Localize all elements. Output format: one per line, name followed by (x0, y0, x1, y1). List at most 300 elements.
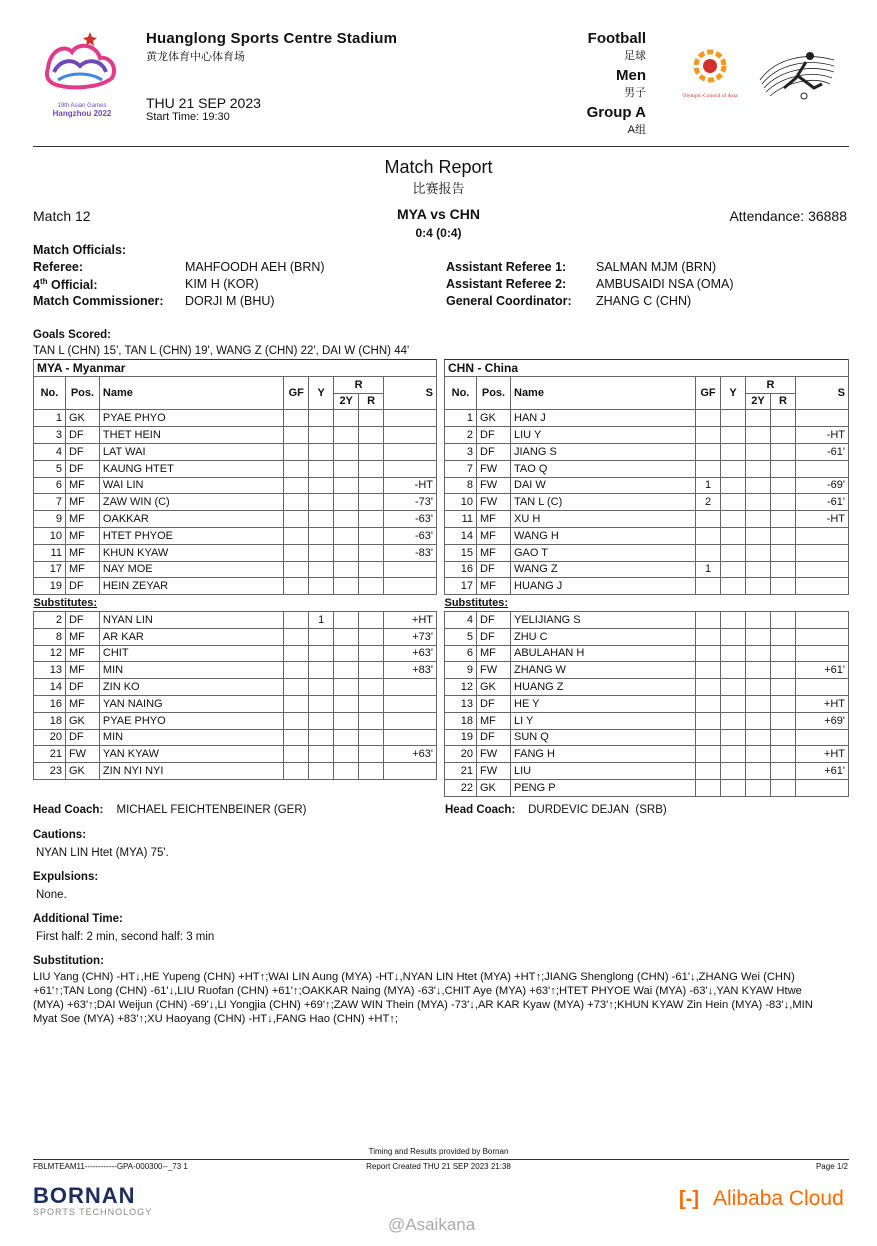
cautions-text: NYAN LIN Htet (MYA) 75'. (36, 847, 169, 859)
player-row (34, 527, 437, 544)
player-red-2y (334, 679, 359, 696)
player-gf (284, 460, 309, 477)
player-gf (696, 662, 721, 679)
player-pos: FW (477, 494, 511, 511)
player-sub (796, 544, 849, 561)
player-no: 15 (445, 544, 477, 561)
bornan-logo (33, 1183, 152, 1217)
player-row (445, 460, 849, 477)
player-red-2y (334, 645, 359, 662)
player-yellow (309, 410, 334, 427)
report-title-text: Match Report (384, 157, 493, 177)
match-date: THU 21 SEP 2023 (146, 95, 261, 111)
player-sub: -HT (384, 477, 437, 494)
player-sub: -61' (796, 494, 849, 511)
player-yellow (721, 561, 746, 578)
player-sub (796, 779, 849, 796)
player-no: 2 (445, 427, 477, 444)
player-red (771, 729, 796, 746)
player-red (359, 460, 384, 477)
player-row (445, 679, 849, 696)
player-yellow (721, 662, 746, 679)
footer-provided: Timing and Results provided by Bornan (368, 1147, 509, 1156)
player-no: 20 (445, 746, 477, 763)
player-no: 19 (445, 729, 477, 746)
player-yellow (309, 712, 334, 729)
player-red (771, 645, 796, 662)
player-red (771, 628, 796, 645)
player-pos: MF (65, 494, 99, 511)
player-red (359, 561, 384, 578)
player-no: 8 (34, 628, 66, 645)
player-pos: MF (477, 645, 511, 662)
player-no: 20 (34, 729, 66, 746)
player-yellow (309, 695, 334, 712)
player-no: 5 (34, 460, 66, 477)
player-yellow (309, 662, 334, 679)
player-gf (284, 695, 309, 712)
player-gf (696, 679, 721, 696)
player-name: FANG H (511, 746, 696, 763)
player-red (359, 763, 384, 780)
player-red-2y (746, 460, 771, 477)
player-red-2y (334, 511, 359, 528)
goals-text: TAN L (CHN) 15', TAN L (CHN) 19', WANG Z (CHN) 22', DAI W (CHN) 44' (33, 345, 410, 357)
player-no: 1 (445, 410, 477, 427)
player-red-2y (746, 527, 771, 544)
player-pos: MF (65, 511, 99, 528)
player-pos: DF (65, 443, 99, 460)
player-gf (284, 527, 309, 544)
column-header-row (445, 376, 849, 393)
player-yellow (721, 763, 746, 780)
alibaba-bracket-icon: [-] (679, 1187, 699, 1210)
substitutes-row (445, 595, 849, 612)
player-red (359, 511, 384, 528)
asian-games-logo (40, 28, 124, 118)
player-sub: +61' (796, 763, 849, 780)
player-no: 4 (34, 443, 66, 460)
player-gf (696, 779, 721, 796)
player-gf (696, 527, 721, 544)
player-red-2y (334, 628, 359, 645)
referee-value: MAHFOODH AEH (BRN) (185, 260, 325, 274)
player-gf: 2 (696, 494, 721, 511)
player-name: HTET PHYOE (99, 527, 283, 544)
player-sub (796, 460, 849, 477)
col-r-r: R (359, 393, 384, 410)
col-s: S (384, 376, 437, 410)
player-yellow (309, 477, 334, 494)
player-row (445, 611, 849, 628)
coach-label-mya: Head Coach: (33, 804, 104, 816)
player-no: 5 (445, 628, 477, 645)
gc-label: General Coordinator: (446, 294, 572, 308)
player-red (771, 679, 796, 696)
player-red (359, 443, 384, 460)
player-red (771, 712, 796, 729)
player-pos: MF (477, 712, 511, 729)
player-sub (384, 679, 437, 696)
player-red (771, 544, 796, 561)
player-red-2y (334, 527, 359, 544)
player-no: 22 (445, 779, 477, 796)
player-name: AR KAR (99, 628, 283, 645)
player-name: HUANG J (511, 578, 696, 595)
player-red-2y (334, 578, 359, 595)
player-yellow (309, 527, 334, 544)
player-no: 8 (445, 477, 477, 494)
player-sub: -HT (796, 427, 849, 444)
player-name: NYAN LIN (99, 611, 283, 628)
player-name: ZIN NYI NYI (99, 763, 283, 780)
player-gf (284, 712, 309, 729)
player-yellow (721, 712, 746, 729)
player-no: 17 (445, 578, 477, 595)
player-no: 6 (34, 477, 66, 494)
player-pos: MF (65, 662, 99, 679)
player-sub (384, 561, 437, 578)
player-red (771, 427, 796, 444)
player-row (34, 628, 437, 645)
player-sub (384, 410, 437, 427)
player-yellow (309, 494, 334, 511)
player-row (445, 578, 849, 595)
fourth-num: 4 (33, 278, 40, 293)
player-yellow: 1 (309, 611, 334, 628)
player-pos: DF (65, 460, 99, 477)
substitutes-label: Substitutes: (445, 595, 849, 612)
player-name: ZHU C (511, 628, 696, 645)
player-pos: MF (477, 511, 511, 528)
player-no: 16 (34, 695, 66, 712)
player-no: 18 (445, 712, 477, 729)
player-no: 10 (34, 527, 66, 544)
player-red (771, 477, 796, 494)
fourth-sup: th (39, 277, 48, 286)
player-red (359, 645, 384, 662)
player-name: MIN (99, 662, 283, 679)
player-name: YAN KYAW (99, 746, 283, 763)
player-pos: MF (65, 527, 99, 544)
gender-cn: 男子 (624, 87, 646, 99)
venue-cn: 黄龙体育中心体育场 (146, 51, 245, 63)
player-red-2y (746, 477, 771, 494)
player-gf (284, 628, 309, 645)
player-name: HE Y (511, 695, 696, 712)
player-red (359, 628, 384, 645)
player-pos: MF (477, 578, 511, 595)
player-name: SUN Q (511, 729, 696, 746)
player-red-2y (746, 779, 771, 796)
footer-page: Page 1/2 (815, 1162, 848, 1171)
team-title: CHN - China (445, 360, 849, 377)
bornan-text: BORNAN (33, 1183, 136, 1208)
player-name: WAI LIN (99, 477, 283, 494)
player-sub (796, 645, 849, 662)
player-pos: FW (477, 477, 511, 494)
goals-heading: Goals Scored: (33, 329, 111, 341)
player-row (34, 443, 437, 460)
player-red (359, 662, 384, 679)
player-pos: MF (65, 628, 99, 645)
player-red-2y (334, 427, 359, 444)
player-no: 4 (445, 611, 477, 628)
player-gf (284, 511, 309, 528)
player-gf (696, 628, 721, 645)
player-sub (384, 443, 437, 460)
player-red-2y (746, 561, 771, 578)
player-gf (696, 460, 721, 477)
substitution-heading: Substitution: (33, 955, 104, 967)
player-gf (696, 410, 721, 427)
player-pos: DF (65, 729, 99, 746)
player-pos: MF (65, 544, 99, 561)
player-yellow (721, 544, 746, 561)
player-row (34, 712, 437, 729)
player-gf (284, 746, 309, 763)
player-sub (796, 679, 849, 696)
player-red (359, 611, 384, 628)
player-gf (284, 578, 309, 595)
col-r: R (746, 376, 796, 393)
player-name: NAY MOE (99, 561, 283, 578)
player-sub: -73' (384, 494, 437, 511)
player-no: 21 (445, 763, 477, 780)
group: Group A (586, 104, 646, 121)
player-pos: DF (477, 628, 511, 645)
player-gf (284, 443, 309, 460)
player-red-2y (746, 729, 771, 746)
player-no: 23 (34, 763, 66, 780)
player-red-2y (746, 695, 771, 712)
player-no: 3 (445, 443, 477, 460)
ar2-label: Assistant Referee 2: (446, 277, 567, 291)
player-red-2y (746, 679, 771, 696)
player-no: 7 (34, 494, 66, 511)
player-no: 9 (445, 662, 477, 679)
player-name: ZIN KO (99, 679, 283, 696)
player-sub: -69' (796, 477, 849, 494)
player-red-2y (334, 763, 359, 780)
player-pos: MF (65, 477, 99, 494)
report-title-cn: 比赛报告 (412, 181, 465, 196)
ar1-value: SALMAN MJM (BRN) (596, 260, 717, 274)
player-name: LIU (511, 763, 696, 780)
team-title-row (34, 360, 437, 377)
attendance: Attendance: 36888 (729, 208, 847, 224)
player-sub: +63' (384, 746, 437, 763)
player-yellow (721, 695, 746, 712)
player-row (445, 628, 849, 645)
col-gf: GF (696, 376, 721, 410)
col-no: No. (445, 376, 477, 410)
player-yellow (721, 443, 746, 460)
games-logo-line1: 19th Asian Games (57, 103, 107, 109)
player-red-2y (746, 662, 771, 679)
player-row (34, 611, 437, 628)
player-yellow (721, 729, 746, 746)
player-row (34, 561, 437, 578)
player-name: HAN J (511, 410, 696, 427)
player-name: CHIT (99, 645, 283, 662)
player-gf (696, 746, 721, 763)
col-r-2y: 2Y (746, 393, 771, 410)
player-row (445, 779, 849, 796)
footer-code: FBLMTEAM11------------GPA-000300--_73 1 (33, 1162, 188, 1171)
coach-mya (33, 804, 306, 816)
player-sub (796, 578, 849, 595)
player-pos: GK (65, 712, 99, 729)
roster-table-chn (444, 359, 849, 797)
col-pos: Pos. (65, 376, 99, 410)
player-gf (696, 712, 721, 729)
player-red (771, 662, 796, 679)
player-name: ZHANG W (511, 662, 696, 679)
player-red (771, 561, 796, 578)
player-pos: GK (477, 410, 511, 427)
expulsions-heading: Expulsions: (33, 871, 99, 883)
player-name: LAT WAI (99, 443, 283, 460)
player-gf (284, 763, 309, 780)
player-gf (284, 611, 309, 628)
player-red (771, 695, 796, 712)
player-name: PENG P (511, 779, 696, 796)
games-logo-line2: Hangzhou 2022 (52, 109, 112, 118)
player-pos: FW (477, 763, 511, 780)
player-pos: GK (65, 763, 99, 780)
player-row (34, 578, 437, 595)
player-gf: 1 (696, 561, 721, 578)
player-red-2y (746, 410, 771, 427)
player-no: 14 (34, 679, 66, 696)
player-sub: -61' (796, 443, 849, 460)
venue: Huanglong Sports Centre Stadium (146, 30, 398, 47)
gender: Men (616, 67, 646, 84)
player-red (359, 679, 384, 696)
player-sub: -63' (384, 527, 437, 544)
player-gf (284, 561, 309, 578)
player-row (34, 544, 437, 561)
roster-mya (33, 359, 437, 780)
player-red-2y (334, 662, 359, 679)
player-red (359, 527, 384, 544)
player-red-2y (746, 763, 771, 780)
player-sub: +61' (796, 662, 849, 679)
player-yellow (721, 628, 746, 645)
player-pos: DF (477, 427, 511, 444)
player-red-2y (334, 746, 359, 763)
player-sub (796, 611, 849, 628)
player-yellow (721, 779, 746, 796)
player-yellow (309, 729, 334, 746)
player-no: 11 (34, 544, 66, 561)
player-yellow (309, 544, 334, 561)
coach-chn (445, 804, 667, 816)
player-yellow (309, 443, 334, 460)
col-gf: GF (284, 376, 309, 410)
player-no: 14 (445, 527, 477, 544)
roster-table-mya (33, 359, 437, 780)
player-row (445, 662, 849, 679)
player-red (359, 427, 384, 444)
player-red-2y (746, 611, 771, 628)
player-no: 16 (445, 561, 477, 578)
player-red (359, 712, 384, 729)
coach-name-mya: MICHAEL FEICHTENBEINER (GER) (116, 804, 307, 816)
player-gf (284, 544, 309, 561)
football-pictogram-icon (756, 48, 838, 104)
player-name: TAO Q (511, 460, 696, 477)
player-row (34, 494, 437, 511)
player-sub (796, 410, 849, 427)
player-row (34, 679, 437, 696)
player-yellow (721, 494, 746, 511)
player-sub: +HT (796, 746, 849, 763)
substitutes-label: Substitutes: (34, 595, 437, 612)
player-sub: +63' (384, 645, 437, 662)
col-r-2y: 2Y (334, 393, 359, 410)
player-sub: +HT (384, 611, 437, 628)
col-pos: Pos. (477, 376, 511, 410)
player-red-2y (746, 511, 771, 528)
coach-name-chn: DURDEVIC DEJAN (SRB) (528, 804, 667, 816)
ar2-value: AMBUSAIDI NSA (OMA) (596, 277, 734, 291)
sport-cn: 足球 (624, 50, 646, 62)
player-red-2y (746, 645, 771, 662)
player-red-2y (746, 712, 771, 729)
player-row (445, 527, 849, 544)
player-red (771, 779, 796, 796)
player-name: GAO T (511, 544, 696, 561)
column-header-row (34, 376, 437, 393)
player-yellow (721, 645, 746, 662)
player-no: 13 (445, 695, 477, 712)
player-gf (696, 427, 721, 444)
additional-time-heading: Additional Time: (33, 913, 123, 925)
player-gf (696, 763, 721, 780)
player-gf (696, 729, 721, 746)
player-red (359, 695, 384, 712)
player-red (771, 763, 796, 780)
player-no: 12 (34, 645, 66, 662)
player-red-2y (334, 443, 359, 460)
player-red-2y (746, 427, 771, 444)
player-red-2y (334, 477, 359, 494)
alibaba-cloud-logo (679, 1187, 844, 1211)
player-no: 21 (34, 746, 66, 763)
col-r-r: R (771, 393, 796, 410)
player-name: LI Y (511, 712, 696, 729)
player-gf (696, 695, 721, 712)
player-row (34, 746, 437, 763)
player-pos: MF (65, 695, 99, 712)
player-name: PYAE PHYO (99, 712, 283, 729)
player-yellow (309, 645, 334, 662)
player-row (34, 645, 437, 662)
commissioner-label: Match Commissioner: (33, 294, 164, 308)
player-sub (796, 527, 849, 544)
player-name: KHUN KYAW (99, 544, 283, 561)
player-row (445, 561, 849, 578)
player-no: 10 (445, 494, 477, 511)
player-red (359, 729, 384, 746)
player-pos: FW (65, 746, 99, 763)
player-pos: DF (477, 611, 511, 628)
col-name: Name (99, 376, 283, 410)
player-red-2y (334, 561, 359, 578)
player-yellow (309, 511, 334, 528)
